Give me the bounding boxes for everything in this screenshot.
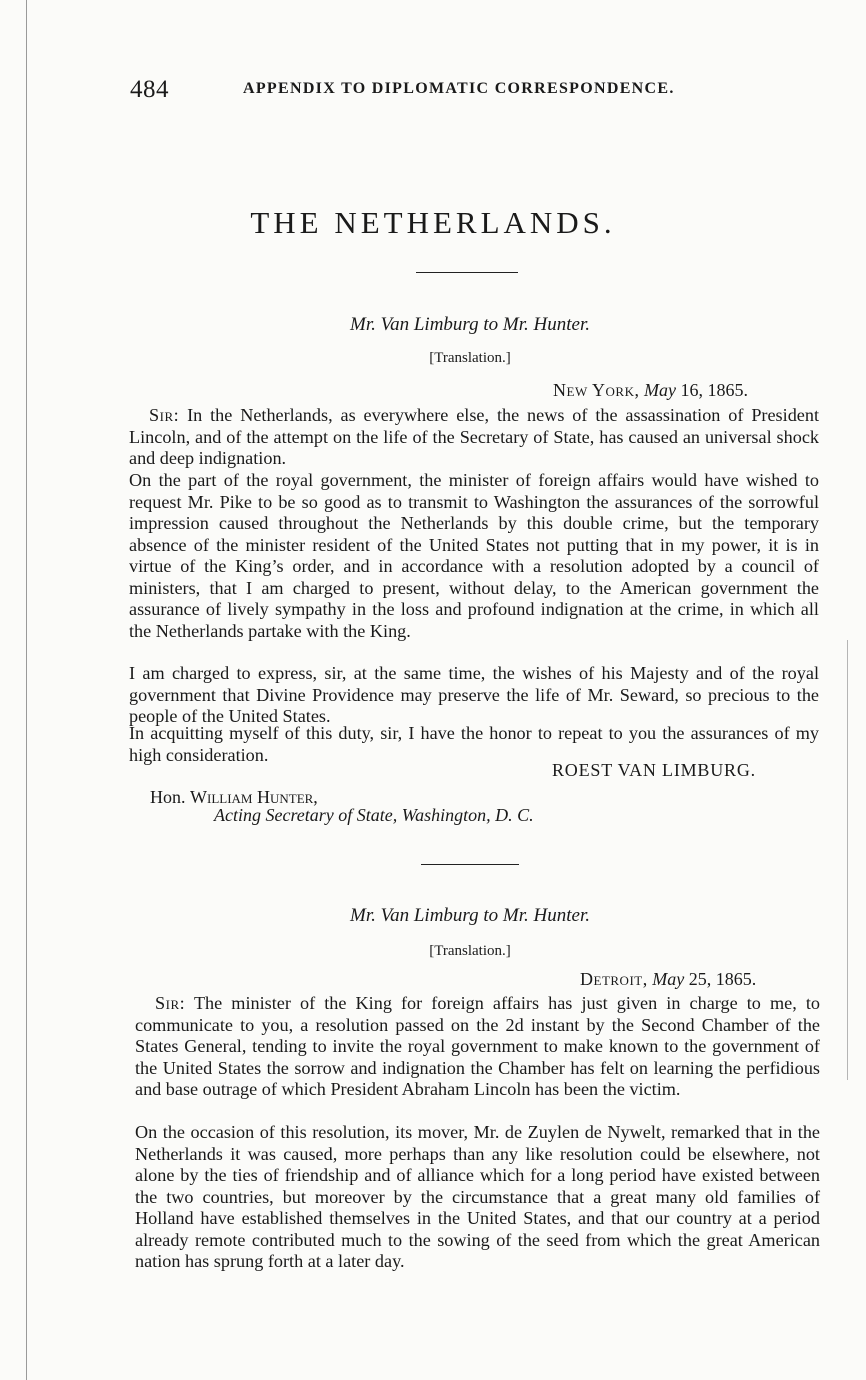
signature: ROEST VAN LIMBURG. [552,760,756,780]
dateline [553,380,748,401]
date-day-year: 16, 1865. [680,380,748,400]
addressee-name: William Hunter, [190,787,318,807]
date-month: May [644,380,676,400]
date-place: Detroit, [580,969,648,989]
paragraph [135,1122,820,1273]
letter-divider [421,864,519,865]
salutation: Sir: [155,993,186,1013]
section-divider [416,272,518,273]
date-place: New York, [553,380,640,400]
paragraph [129,405,819,470]
letter-heading: Mr. Van Limburg to Mr. Hunter. [350,314,590,335]
paragraph-text: On the occasion of this resolution, its mover, Mr. de Zuylen de Nywelt, remarked that in the Netherlands it was caused, more perhaps than any like resolution could be elsewhere, not alone by the ties of friendship and of alliance which for a long period have existed between the two countries, but moreover by the circumstance that a great many old families of Holland have established themselves in the United States, and that our country at a period already remote contributed much to the sowing of the seed from which the great American nation has sprung forth at a later day. [135,1122,820,1271]
addressee-prefix: Hon. [150,787,186,807]
paragraph-text: I am charged to express, sir, at the same time, the wishes of his Majesty and of the royal government that Divine Providence may preserve the life of Mr. Seward, so precious to the people of the United States. [129,663,819,726]
paragraph-text: In the Netherlands, as everywhere else, the news of the assassination of President Lincoln, and of the attempt on the life of the Secretary of State, has caused an universal shock and deep indignation. [129,405,820,468]
letter-heading: Mr. Van Limburg to Mr. Hunter. [350,905,590,926]
date-day-year: 25, 1865. [688,969,757,989]
translation-note: [Translation.] [429,350,511,366]
paragraph-text: In acquitting myself of this duty, sir, I have the honor to repeat to you the assurances of my high consideration. [129,723,819,765]
paragraph [129,663,819,728]
paragraph-text: The minister of the King for foreign affairs has just given in charge to me, to communicate to you, a resolution passed on the 2d instant by the Second Chamber of the States General, tending to invite the royal government to make known to the government of the United States the sorrow and indignation the Chamber has felt on learning the perfidious and base outrage of which President Abraham Lincoln has been the victim. [135,993,820,1099]
addressee-title: Acting Secretary of State, Washington, D. C. [214,805,534,825]
paragraph [129,470,819,642]
paragraph-text: On the part of the royal government, the minister of foreign affairs would have wished to request Mr. Pike to be so good as to transmit to Washington the assurances of the sorrowful impression caused throughout the Netherlands by this double crime, but the temporary absence of the minister resident of the United States not putting that in my power, it is in virtue of the King’s order, and in accordance with a resolution adopted by a council of ministers, that I am charged to present, without delay, to the American government the assurance of lively sympathy in the loss and profound indignation at the crime, in which all the Netherlands partake with the King. [129,470,819,641]
page-number: 484 [130,76,169,103]
paragraph [135,993,820,1101]
translation-note: [Translation.] [429,943,511,959]
date-month: May [652,969,685,989]
section-title: THE NETHERLANDS. [250,205,616,240]
running-title: APPENDIX TO DIPLOMATIC CORRESPONDENCE. [243,80,675,97]
scan-right-edge [847,640,848,1080]
salutation: Sir: [149,405,180,425]
dateline [580,969,756,990]
